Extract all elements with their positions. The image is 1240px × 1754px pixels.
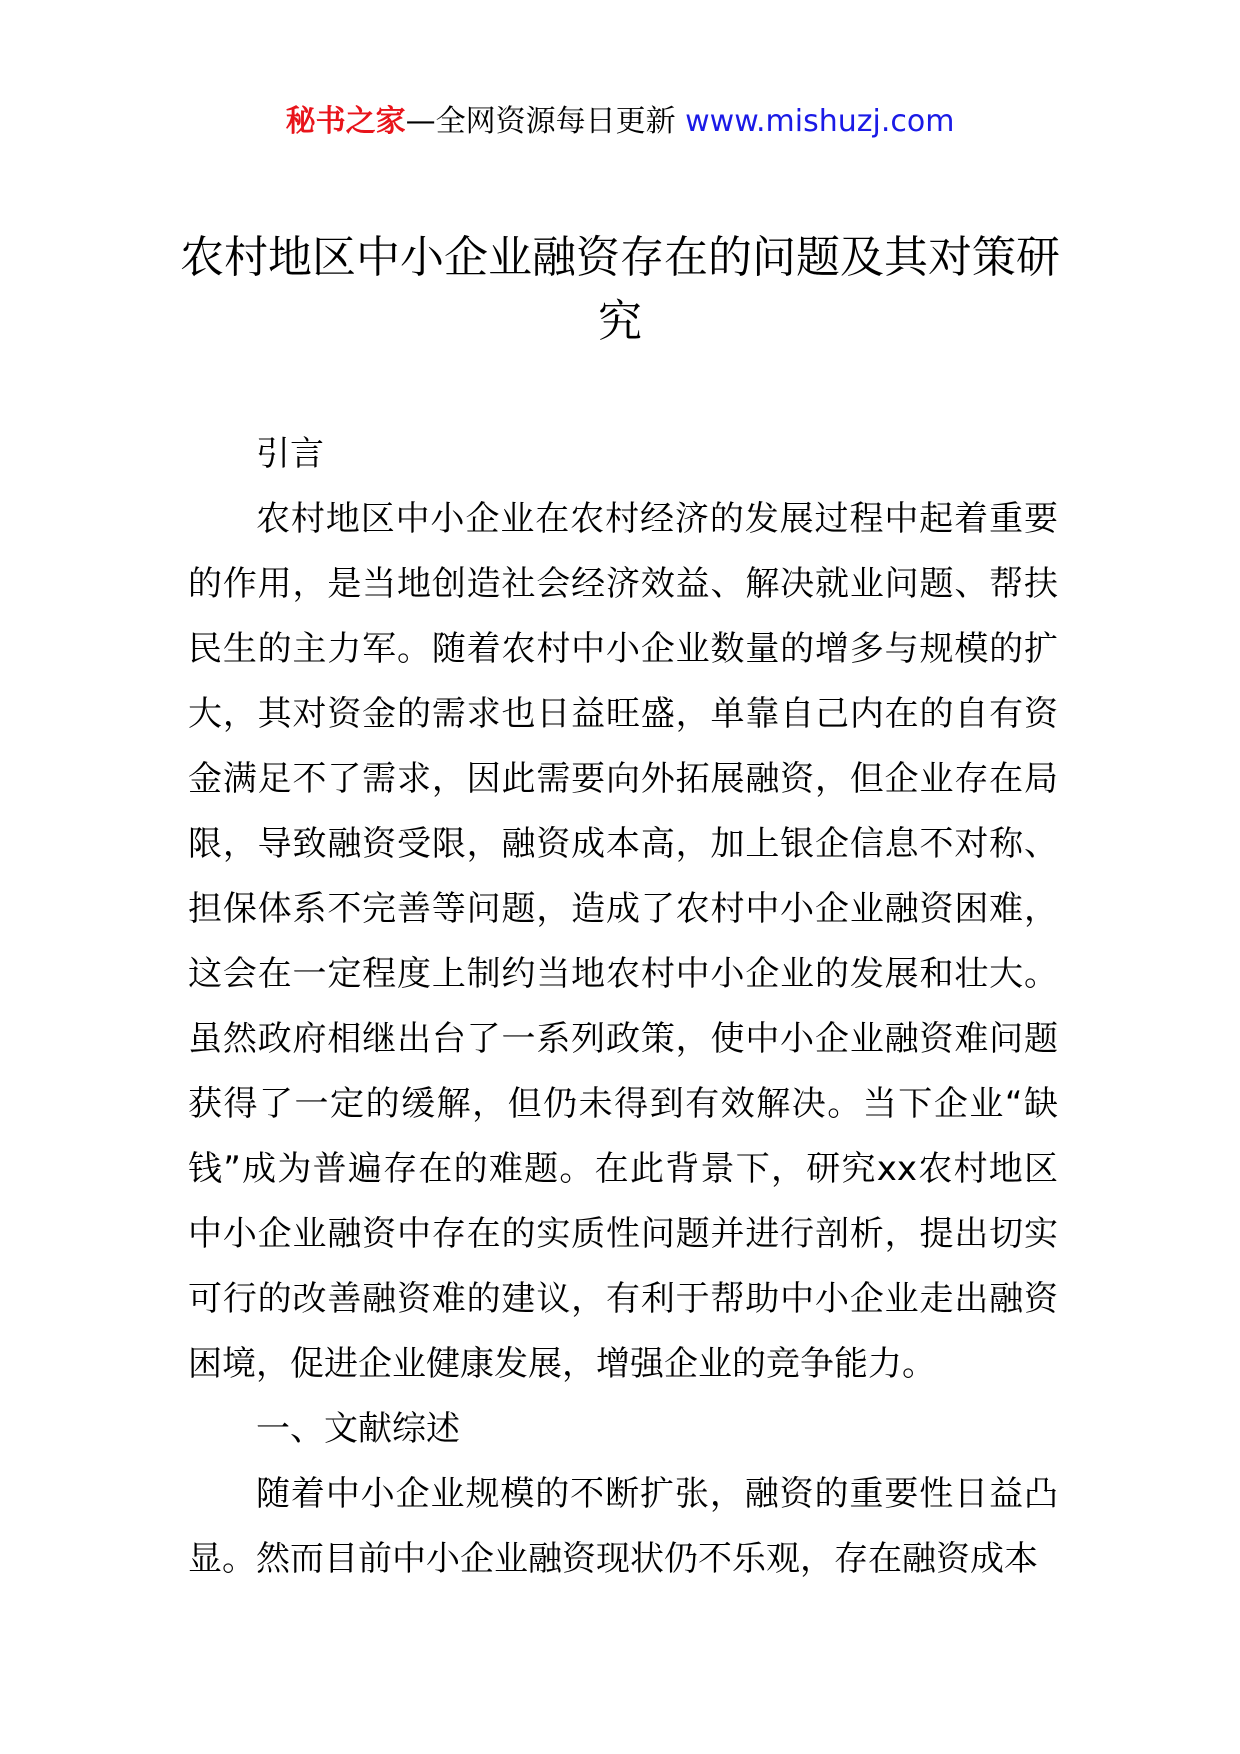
brand-name: 秘书之家: [285, 104, 406, 139]
section-heading: 一、文献综述: [256, 1409, 460, 1449]
intro-paragraph: 农村地区中小企业在农村经济的发展过程中起着重要的作用，是当地创造社会经济效益、解决就业问题、帮扶民生的主力军。随着农村中小企业数量的增多与规模的扩大，其对资金的需求也日益旺盛，单靠自己内在的自有资金满足不了需求，因此需要向外拓展融资，但企业存在局限，导致融资受限，融资成本高，加上银企信息不对称、担保体系不完善等问题，造成了农村中小企业融资困难，这会在一定程度上制约当地农村中小企业的发展和壮大。虽然政府相继出台了一系列政策，使中小企业融资难问题获得了一定的缓解，但仍未得到有效解决。当下企业“缺钱”成为普遍存在的难题。在此背景下，研究xx农村地区中小企业融资中存在的实质性问题并进行剖析，提出切实可行的改善融资难的建议，有利于帮助中小企业走出融资困境，促进企业健康发展，增强企业的竞争能力。: [188, 499, 1058, 1384]
intro-heading: 引言: [256, 434, 324, 474]
document-body: [188, 422, 1058, 1592]
banner-tagline: —全网资源每日更新: [405, 104, 676, 139]
site-url-link[interactable]: www.mishuzj.com: [685, 104, 955, 139]
section-paragraph: 随着中小企业规模的不断扩张，融资的重要性日益凸显。然而目前中小企业融资现状仍不乐观，存在融资成本: [188, 1474, 1058, 1579]
document-title: 农村地区中小企业融资存在的问题及其对策研究: [180, 232, 1060, 347]
site-banner: [0, 100, 1240, 144]
